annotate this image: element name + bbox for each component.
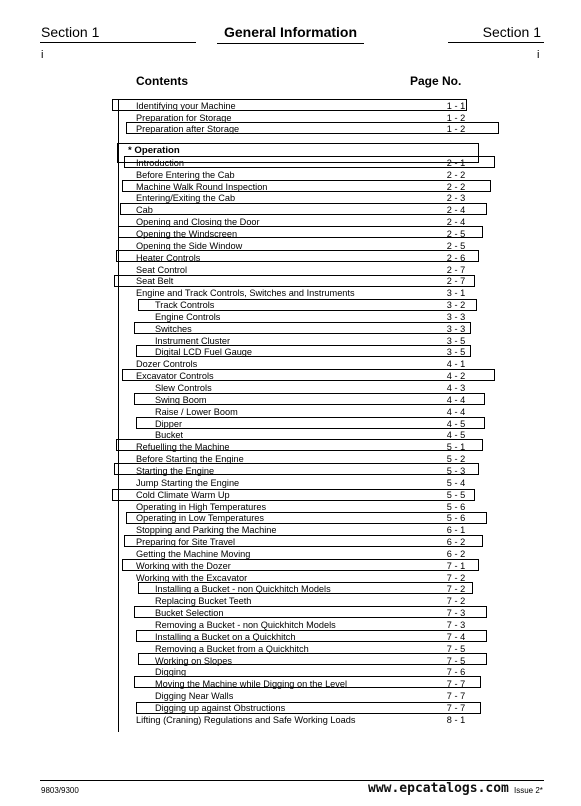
toc-entry-page: 4 - 5: [446, 418, 466, 429]
toc-entry: [0, 678, 581, 690]
toc-entry: [0, 643, 581, 655]
toc-entry-title: Entering/Exiting the Cab: [136, 193, 236, 204]
toc-entry-page: 5 - 5: [446, 489, 466, 500]
toc-entry-page: 2 - 4: [446, 205, 466, 216]
header-section-left: Section 1: [41, 24, 100, 40]
toc-entry: [0, 335, 581, 347]
toc-entry: [0, 157, 581, 169]
toc-entry: [0, 181, 581, 193]
toc-entry-title: Installing a Bucket - non Quickhitch Models: [155, 584, 331, 595]
toc-entry-title: Switches: [155, 323, 192, 334]
toc-entry-title: Replacing Bucket Teeth: [155, 596, 252, 607]
toc-entry: [0, 287, 581, 299]
toc-entry-title: Jump Starting the Engine: [136, 477, 240, 488]
toc-entry-title: Before Starting the Engine: [136, 454, 244, 465]
toc-entry-page: 7 - 1: [446, 560, 466, 571]
toc-entry: [0, 418, 581, 430]
toc-entry-page: 5 - 4: [446, 477, 466, 488]
header-title: General Information: [223, 24, 358, 40]
toc-entry: [0, 548, 581, 560]
toc-entry-title: Excavator Controls: [136, 371, 214, 382]
toc-entry-page: 4 - 3: [446, 383, 466, 393]
toc-entry: [0, 275, 581, 287]
toc-entry-page: 1 - 2: [446, 112, 466, 123]
toc-entry-title: Operating in Low Temperatures: [136, 513, 265, 524]
toc-entry-page: 3 - 1: [446, 288, 466, 299]
toc-entry: [0, 252, 581, 264]
toc-entry-title: Moving the Machine while Digging on the Level: [155, 679, 348, 690]
toc-entry-title: Engine Controls: [155, 311, 221, 322]
toc-entry-page: 3 - 3: [446, 311, 466, 322]
toc-entry: [0, 429, 581, 441]
toc-entry: [0, 228, 581, 240]
toc-entry-title: Swing Boom: [155, 394, 207, 405]
toc-entry-title: Operating in High Temperatures: [136, 501, 267, 512]
toc-entry: [0, 358, 581, 370]
toc-entry-title: Working on Slopes: [155, 655, 232, 666]
toc-entry: [0, 631, 581, 643]
toc-entry-page: 2 - 2: [446, 181, 466, 192]
toc-entry-title: Removing a Bucket - non Quickhitch Models: [155, 620, 336, 630]
toc-entry-page: 7 - 5: [446, 655, 466, 666]
toc-entry: [0, 453, 581, 465]
toc-entry-title: Slew Controls: [155, 383, 212, 393]
toc-entry-page: 7 - 7: [446, 691, 466, 702]
toc-entry-title: Cold Climate Warm Up: [136, 489, 230, 500]
toc-entry-page: 5 - 6: [446, 513, 466, 524]
toc-entry-page: 5 - 1: [446, 442, 466, 453]
toc-entry: [0, 299, 581, 311]
toc-entry: [0, 572, 581, 584]
toc-entry-title: Dozer Controls: [136, 359, 198, 370]
toc-entry: [0, 370, 581, 382]
toc-entry-title: Engine and Track Controls, Switches and Instruments: [136, 288, 355, 299]
toc-entry-title: Working with the Dozer: [136, 560, 231, 571]
toc-entry: [0, 690, 581, 702]
toc-entry-page: 7 - 2: [446, 596, 466, 607]
toc-entry-title: Identifying your Machine: [136, 101, 236, 111]
toc-entry-page: 2 - 5: [446, 228, 466, 239]
toc-entry: [0, 583, 581, 595]
toc-entry-title: Stopping and Parking the Machine: [136, 525, 277, 536]
toc-entry: [0, 123, 581, 135]
toc-entry-title: Introduction: [136, 157, 185, 168]
toc-entry: [0, 619, 581, 631]
toc-entry-page: 3 - 5: [446, 335, 466, 346]
toc-entry-title: Digging: [155, 667, 187, 678]
toc-entry-title: Track Controls: [155, 300, 215, 311]
subheader-right: i: [537, 49, 540, 61]
toc-entry: [0, 512, 581, 524]
toc-entry: [0, 192, 581, 204]
toc-entry-title: Opening the Windscreen: [136, 228, 238, 239]
toc-entry-page: 6 - 2: [446, 548, 466, 559]
toc-entry: [0, 441, 581, 453]
toc-entry-title: Opening and Closing the Door: [136, 217, 260, 228]
toc-entry: [0, 406, 581, 418]
toc-entry: [0, 477, 581, 489]
toc-entry-page: 3 - 2: [446, 300, 466, 311]
toc-entry-page: 1 - 2: [446, 124, 466, 134]
toc-entry-title: Installing a Bucket on a Quickhitch: [155, 631, 296, 642]
toc-entry-page: 2 - 5: [446, 240, 466, 251]
toc-entry-title: Refuelling the Machine: [136, 442, 230, 453]
header-section-right: Section 1: [482, 24, 541, 40]
toc-entry-page: 7 - 3: [446, 608, 466, 619]
toc-entry-page: 7 - 2: [446, 572, 466, 583]
toc-entry-title: Preparing for Site Travel: [136, 537, 236, 548]
toc-entry-title: Digital LCD Fuel Gauge: [155, 347, 253, 358]
toc-entry: [0, 501, 581, 513]
watermark-text: www.epcatalogs.com: [368, 781, 509, 796]
toc-entry-title: Raise / Lower Boom: [155, 406, 238, 417]
subheader-left: i: [41, 49, 44, 61]
toc-entry-page: 3 - 3: [446, 323, 466, 334]
toc-entry-page: 7 - 2: [446, 584, 466, 595]
toc-entry-title: Starting the Engine: [136, 465, 215, 476]
toc-entry: [0, 489, 581, 501]
toc-entry-title: Getting the Machine Moving: [136, 548, 251, 559]
toc-entry: [0, 382, 581, 394]
toc-entry-page: 6 - 1: [446, 525, 466, 536]
toc-entry-page: 4 - 4: [446, 406, 466, 417]
toc-entry-page: 7 - 6: [446, 667, 466, 678]
toc-entry-page: 6 - 2: [446, 537, 466, 548]
toc-entry-title: Instrument Cluster: [155, 335, 231, 346]
contents-heading: Contents: [136, 74, 188, 88]
toc-entry-page: 2 - 4: [446, 217, 466, 228]
toc-left-rule: [118, 100, 119, 732]
toc-entry-title: Preparation after Storage: [136, 124, 240, 134]
toc-entry: [0, 204, 581, 216]
toc-entry: [0, 465, 581, 477]
toc-entry-page: 1 - 1: [446, 101, 466, 111]
toc-entry-title: Before Entering the Cab: [136, 169, 235, 180]
toc-entry: [0, 264, 581, 276]
toc-entry-title: Lifting (Craning) Regulations and Safe Working Loads: [136, 714, 356, 725]
toc-entry-page: 5 - 2: [446, 454, 466, 465]
toc-entry-title: Opening the Side Window: [136, 240, 243, 251]
toc-entry: [0, 100, 581, 112]
toc-entry-page: 4 - 1: [446, 359, 466, 370]
toc-entry: [0, 394, 581, 406]
toc-entry-page: 4 - 2: [446, 371, 466, 382]
toc-entry: [0, 607, 581, 619]
toc-entry-title: Removing a Bucket from a Quickhitch: [155, 643, 309, 654]
toc-entry-title: Preparation for Storage: [136, 112, 232, 123]
toc-entry-page: 4 - 5: [446, 430, 466, 441]
toc-entry-page: 5 - 6: [446, 501, 466, 512]
toc-entry: [0, 346, 581, 358]
toc-entry-page: 2 - 3: [446, 193, 466, 204]
toc-entry-page: 7 - 7: [446, 679, 466, 690]
toc-entry-title: Machine Walk Round Inspection: [136, 181, 268, 192]
toc-entry-title: Heater Controls: [136, 252, 201, 263]
toc-entry: [0, 666, 581, 678]
toc-entry-page: 7 - 5: [446, 643, 466, 654]
toc-entry: [0, 216, 581, 228]
page-no-heading: Page No.: [410, 74, 462, 88]
footer-document-number: 9803/9300: [41, 786, 79, 795]
toc-entry-page: 2 - 1: [446, 157, 466, 168]
toc-entry-page: 3 - 5: [446, 347, 466, 358]
toc-entry: [0, 112, 581, 124]
toc-entry-page: 7 - 3: [446, 620, 466, 630]
toc-entry-title: Bucket: [155, 430, 184, 441]
toc-entry-page: 2 - 7: [446, 264, 466, 275]
toc-entry-page: 8 - 1: [446, 714, 466, 725]
toc-entry-page: 2 - 7: [446, 276, 466, 287]
toc-entry-page: 2 - 2: [446, 169, 466, 180]
toc-entry: [0, 560, 581, 572]
toc-entry-page: 7 - 4: [446, 631, 466, 642]
toc-entry-page: 5 - 3: [446, 465, 466, 476]
toc-entry-title: Seat Belt: [136, 276, 174, 287]
toc-entry: [0, 240, 581, 252]
toc-entry: [0, 524, 581, 536]
toc-entry-title: Working with the Excavator: [136, 572, 248, 583]
toc-entry: [0, 595, 581, 607]
toc-section-heading: [0, 145, 581, 157]
toc-entry-page: 7 - 7: [446, 702, 466, 713]
footer-issue: Issue 2*: [514, 786, 543, 795]
toc-entry-title: Seat Control: [136, 264, 188, 275]
toc-entry-page: 2 - 6: [446, 252, 466, 263]
toc-entry: [0, 714, 581, 726]
toc-entry: [0, 536, 581, 548]
toc-entry: [0, 169, 581, 181]
toc-entry-title: Bucket Selection: [155, 608, 224, 619]
toc-entry: [0, 655, 581, 667]
toc-entry-title: Digging up against Obstructions: [155, 702, 286, 713]
toc-entry: [0, 311, 581, 323]
toc-entry-title: Digging Near Walls: [155, 691, 234, 702]
toc-entry-title: Dipper: [155, 418, 183, 429]
toc-entry: [0, 702, 581, 714]
toc-entry: [0, 323, 581, 335]
toc-entry-title: * Operation: [128, 145, 180, 156]
toc-entry-page: 4 - 4: [446, 394, 466, 405]
toc-entry-title: Cab: [136, 205, 153, 216]
